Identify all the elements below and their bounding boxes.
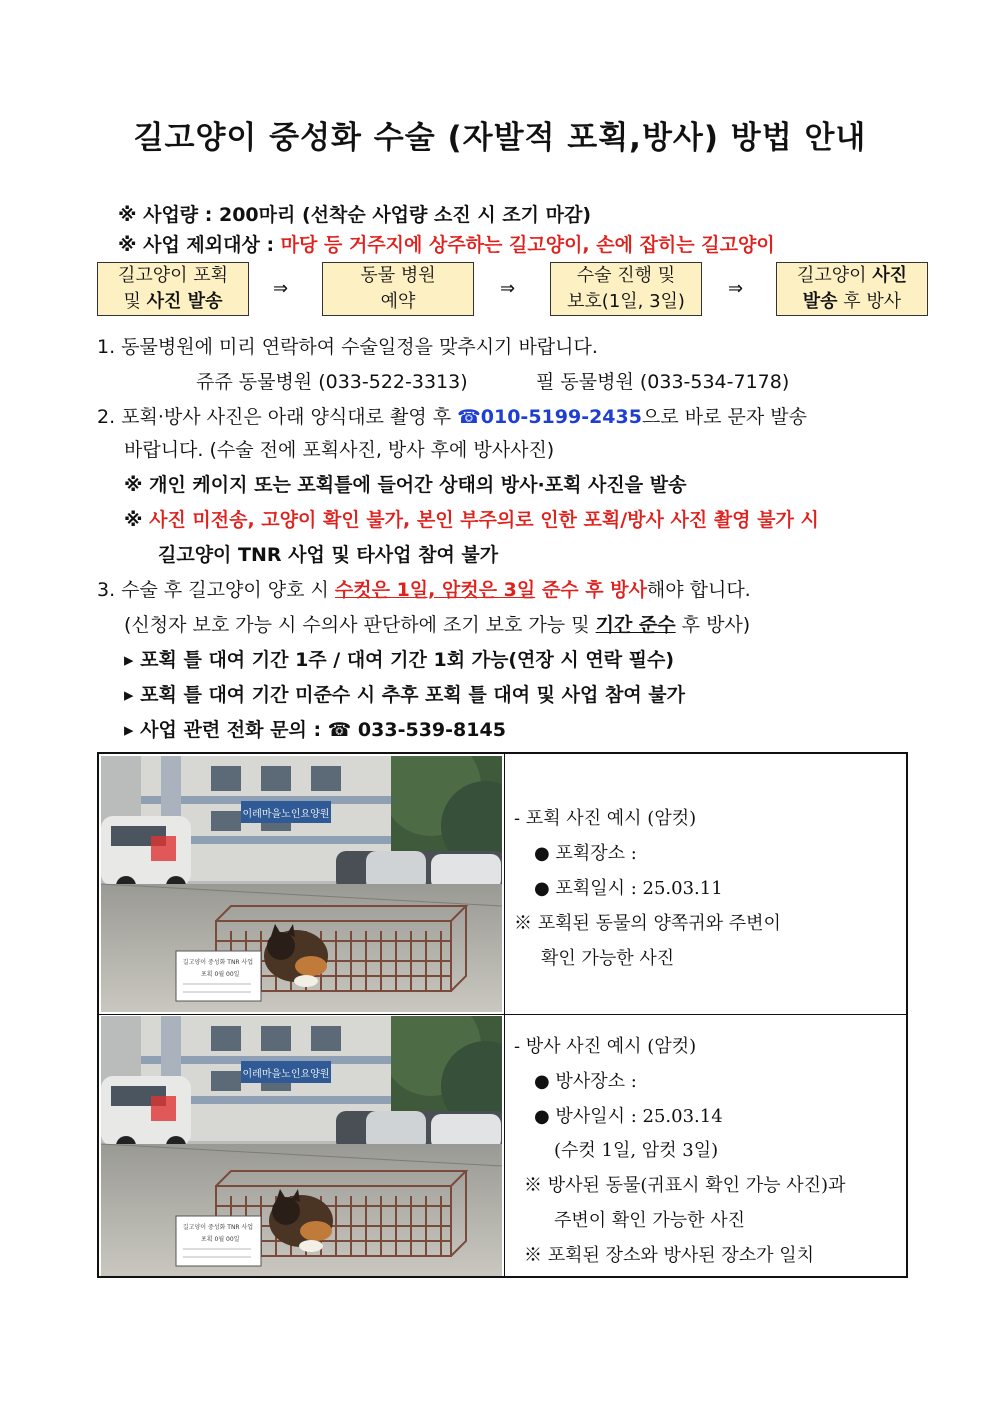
release-note-line1: ※ 방사된 동물(귀표시 확인 가능 사진)과 [524,1175,846,1196]
item2-prefix: 2. 포획·방사 사진은 아래 양식대로 촬영 후 [97,406,458,428]
flow-arrow-3: ⇒ [728,278,744,299]
item3-line2-emphasis: 기간 준수 [595,614,676,636]
release-date: ● 방사일시 : 25.03.14 [534,1106,723,1127]
flow-step-surgery [550,262,702,316]
flow-step-release-line1 [797,263,907,289]
flow-step-capture-line2 [124,289,223,315]
capture-date: ● 포획일시 : 25.03.11 [534,878,723,899]
card-title-1: 길고양이 중성화 TNR 사업 [182,959,254,966]
release-note-line2: 주변이 확인 가능한 사진 [554,1210,746,1231]
flow-step-release-cat: 길고양이 [796,265,873,286]
item3-prefix: 3. 수술 후 길고양이 양호 시 [97,579,335,601]
item3-line2-prefix: (신청자 보호 가능 시 수의사 판단하에 조기 보호 가능 및 [124,614,596,636]
flow-step-reservation-line2: 예약 [380,291,416,312]
rule-bullet-3: ▸ 사업 관련 전화 문의 : ☎ 033-539-8145 [124,719,506,741]
notice-quantity: ※ 사업량 : 200마리 (선착순 사업량 소진 시 조기 마감) [118,204,592,226]
item3-suffix: 해야 합니다. [646,579,751,601]
flow-step-release [776,262,928,316]
rule-bullet-1: ▸ 포획 틀 대여 기간 1주 / 대여 기간 1회 가능(연장 시 연락 필수) [124,649,675,671]
item3-release: 준수 후 방사 [535,579,647,601]
contact-phone: ☎010-5199-2435 [457,406,642,428]
item3-line2 [124,610,750,637]
flow-step-reservation-line1: 동물 병원 [360,265,436,286]
item3-text [97,575,751,602]
flow-arrow-1: ⇒ [273,278,289,299]
building-sign-1: 이레마을노인요양원 [242,809,330,820]
item2-note1: ※ 개인 케이지 또는 포획틀에 들어간 상태의 방사·포획 사진을 발송 [124,474,687,496]
flow-step-surgery-line2: 보호(1일, 3일) [567,291,685,312]
item1-text: 1. 동물병원에 미리 연락하여 수술일정을 맞추시기 바랍니다. [97,336,598,358]
item2-note2-mark: ※ [124,509,150,531]
hospital-2: 필 동물병원 (033-534-7178) [536,371,790,393]
item2-text [97,402,807,429]
table-divider-horizontal [99,1014,906,1015]
flow-step-release-after: 후 방사 [837,291,902,312]
release-note3: ※ 포획된 장소와 방사된 장소가 일치 [524,1245,815,1266]
notice-exclusion-label: ※ 사업 제외대상 : [118,234,281,256]
card-title-2: 길고양이 중성화 TNR 사업 [182,1224,254,1231]
release-date-note: (수컷 1일, 암컷 3일) [554,1140,719,1161]
flow-step-reservation [322,262,474,316]
release-example-photo [101,1016,502,1276]
item2-line2: 바랍니다. (수술 전에 포획사진, 방사 후에 방사사진) [124,439,555,461]
item2-suffix: 으로 바로 문자 발송 [641,406,807,428]
hospital-1: 쥬쥬 동물병원 (033-522-3313) [196,371,468,393]
card-line-2: 포획 0월 00일 [201,1236,240,1243]
item2-note2-warning: 사진 미전송, 고양이 확인 불가, 본인 부주의로 인한 포획/방사 사진 촬영 불가 시 [149,509,819,531]
flow-step-release-send: 발송 [802,291,838,312]
item2-note2-line2: 길고양이 TNR 사업 및 타사업 참여 불가 [158,544,499,566]
capture-heading: - 포획 사진 예시 (암컷) [514,808,697,829]
capture-note-line2: 확인 가능한 사진 [541,948,675,969]
table-divider-vertical [504,754,505,1276]
flow-step-release-line2 [803,289,901,315]
notice-exclusion-targets: 마당 등 거주지에 상주하는 길고양이, 손에 잡히는 길고양이 [280,234,775,256]
capture-example-photo [101,756,502,1012]
flow-step-release-photo: 사진 [872,265,908,286]
example-table [97,752,908,1278]
release-heading: - 방사 사진 예시 (암컷) [514,1036,697,1057]
flow-step-capture-photo: 사진 발송 [146,291,223,312]
card-line-1: 포획 0월 00일 [201,971,240,978]
item3-period: 수컷은 1일, 암컷은 3일 [334,579,536,601]
capture-note-line1: ※ 포획된 동물의 양쪽귀와 주변이 [514,913,781,934]
flow-step-capture-and: 및 [123,291,147,312]
flow-step-surgery-line1: 수술 진행 및 [576,265,676,286]
flow-arrow-2: ⇒ [500,278,516,299]
flow-step-capture-line1: 길고양이 포획 [117,265,229,286]
page-title: 길고양이 중성화 수술 (자발적 포획,방사) 방법 안내 [133,120,867,156]
rule-bullet-2: ▸ 포획 틀 대여 기간 미준수 시 추후 포획 틀 대여 및 사업 참여 불가 [124,684,685,706]
capture-place: ● 포획장소 : [534,843,637,864]
release-place: ● 방사장소 : [534,1071,637,1092]
item2-note2 [124,505,819,532]
building-sign-2: 이레마을노인요양원 [242,1069,330,1080]
item3-line2-suffix: 후 방사) [675,614,751,636]
notice-exclusion [118,230,775,257]
flow-step-capture [97,262,249,316]
